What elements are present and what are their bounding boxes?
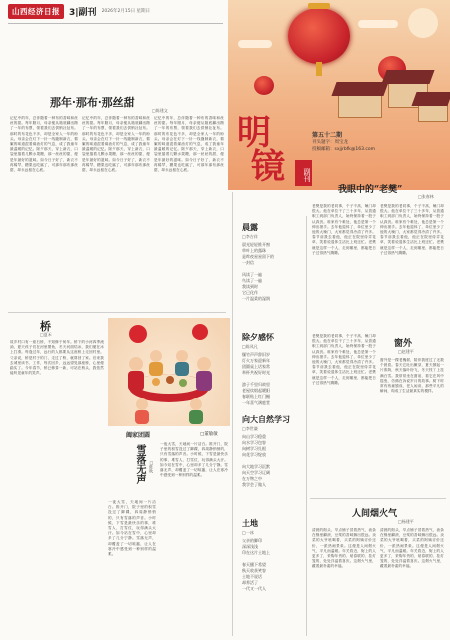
poem-body: 晨光轻轻推开窗 草叶上的露珠 是昨夜星星留下的 一封信 风读了一遍 鸟读了一遍 我读到时 它已化作 一片温柔的湿润 [242, 242, 274, 301]
roof-icon [381, 70, 434, 84]
article-title: 雪落无声 [134, 444, 145, 484]
roof-icon [411, 92, 450, 106]
page-number: 3|副刊 [69, 7, 97, 18]
poem-author: □李吉祥 [242, 234, 258, 239]
article-body: 记忆中的年，总伴随着一种布的香味和丝丝的甜。每年腊月，母亲便从箱底翻出攒了一年的布票，领着我们去供销社扯布。那时的布花色不多，却是全家人一年的盼头。母亲会在灯下一针一线缝制新衣，棉絮的味道混着煤油灯的气息，成了我童年最温暖的记忆。除夕那天，穿上新衣，口袋里揣着几颗水果糖，那一丝丝的甜，便是年最好的滋味。如今日子好了，新衣不再稀罕，糖果也吃腻了，可那年那布那丝甜，却永远留在心底。 [82, 116, 150, 173]
illustration-caption: 阖家团圆 [126, 432, 151, 439]
section-title [237, 113, 285, 187]
lantern-icon [254, 76, 274, 95]
article-body: 故乡村口有一座石桥，不知修于何年。桥下的小河四季流淌，夏天孩子们在河里摸鱼，冬天河面结冰，我们便在冰上打滑。每逢过年，远行的人都要从这座桥上走回村里。父亲说，桥是村子的门，走过了桥，就算回了家。后来我去城里读书、工作，每次回乡，远远望见那座桥，心里便踏实了。今年春节，桥已修葺一新，可站在桥头，我依然能听见童年的笑声。 [10, 340, 104, 376]
cloud-icon [358, 20, 398, 28]
article-body: 清晨的街头，早点铺子冒着热气，油条在锅里翻滚，豆浆的香味飘出很远。卖菜的大爷吆喝着，买菜的阿姨讨价还价，一派热闹景象。这便是人间烟火气，平凡而温暖。年关将近，街上的人更多了，采购年货的、贴春联的、挂灯笼的，处处洋溢着喜庆。这烟火气里，藏着最朴素的幸福。 [312, 528, 376, 569]
email-line: 投稿邮箱：sxjjrbfk@163.com [312, 147, 376, 152]
article-title: 我眼中的“老樊” [338, 185, 403, 195]
article-body: 老樊是我的老同事，个子不高，嗓门却很大。他在单位干了三十多年，从普通职工到部门负责人，始终保持着一股子认真劲。谁家有个难处，他总是第一个伸出援手。去年他退休了，单位里少了他的大嗓门，大家都觉得冷清了许多。春节前我去看他，他正在院里侍弄花草，笑着说退休生活比上班还忙。老樊就是这样一个人，走到哪里，都能把日子过得热气腾腾。 [312, 204, 376, 255]
article-body: 一夜大雪，天地间一片洁白。推开门，院子里的积雪没过了脚踝，四周静悄悄的，只有雪落的声音。小时候，下雪是最快乐的事，堆雪人、打雪仗，玩得满头大汗。如今站在雪中，心里却多了几分宁静。雪落无声，却覆盖了一切喧嚣，让人在寒冷中感受到一种别样的温柔。 [160, 442, 228, 478]
article-body: 记忆中的年，总伴随着一种布的香味和丝丝的甜。每年腊月，母亲便从箱底翻出攒了一年的布票，领着我们去供销社扯布。那时的布花色不多，却是全家人一年的盼头。母亲会在灯下一针一线缝制新衣，棉絮的味道混着煤油灯的气息，成了我童年最温暖的记忆。除夕那天，穿上新衣，口袋里揣着几颗水果糖，那一丝丝的甜，便是年最好的滋味。如今日子好了，新衣不再稀罕，糖果也吃腻了，可那年那布那丝甜，却永远留在心底。 [154, 116, 224, 173]
illustration-credit: □董敏敏 [200, 432, 218, 437]
poem-body: 爆竹声声辞旧岁 灯火万家迎新年 团圆桌上话家常 举杯共祝好时光 游子千里归故里 老屋炊烟起暖阳 春联贴上红门楣 一年喜气满庭堂 [242, 352, 270, 405]
newspaper-logo: 山西经济日报 [8, 4, 64, 19]
article-author: □陈建文 [152, 108, 168, 113]
masthead [0, 0, 230, 22]
article-body: 记忆中的年，总伴随着一种布的香味和丝丝的甜。每年腊月，母亲便从箱底翻出攒了一年的布票，领着我们去供销社扯布。那时的布花色不多，却是全家人一年的盼头。母亲会在灯下一针一线缝制新衣，棉絮的味道混着煤油灯的气息，成了我童年最温暖的记忆。除夕那天，穿上新衣，口袋里揣着几颗水果糖，那一丝丝的甜，便是年最好的滋味。如今日子好了，新衣不再稀罕，糖果也吃腻了，可那年那布那丝甜，却永远留在心底。 [10, 116, 78, 173]
column-divider [232, 192, 233, 636]
article-body: 窗外是一棵老槐树，陪伴我度过了无数个晨昏。春天它吐出嫩芽，夏天撑起一片浓荫，秋天落叶纷飞，冬天枝丫上挂满白雪。我常常坐在窗前，看它在风中摇曳，仿佛在诉说岁月的故事。树下时常有孩童嬉戏、老人闲谈，那些平凡的瞬间，构成了生活最真实的模样。 [380, 358, 444, 394]
poem-body: 父亲的脚印 深深浅浅 印在这片土地上 春天播下希望 秋天收获笑容 土地不说话 却养活了 一代又一代人 [242, 538, 270, 591]
poem-title: 土地 [242, 518, 258, 528]
article-author: □陈秋 [149, 460, 154, 473]
poem-title: 向大自然学习 [242, 414, 290, 424]
poem-author: □一冰 [242, 530, 254, 535]
article-title: 人间烟火气 [352, 509, 398, 519]
divider [310, 498, 446, 499]
poem-title: 除夕感怀 [242, 332, 274, 342]
issue-number: 第五十二期 [312, 132, 343, 139]
moon-icon [408, 8, 438, 38]
section-title-char: 明 [237, 113, 271, 153]
article-author: □张春林 [418, 194, 434, 199]
poem-author: □李世谦 [242, 426, 258, 431]
lantern-icon [288, 8, 350, 64]
issue-date: 2026年2月15日 星期日 [101, 9, 151, 14]
roof-icon [331, 82, 388, 96]
article-body: 老樊是我的老同事，个子不高，嗓门却很大。他在单位干了三十多年，从普通职工到部门负责人，始终保持着一股子认真劲。谁家有个难处，他总是第一个伸出援手。去年他退休了，单位里少了他的大嗓门，大家都觉得冷清了许多。春节前我去看他，他正在院里侍弄花草，笑着说退休生活比上班还忙。老樊就是这样一个人，走到哪里，都能把日子过得热气腾腾。 [312, 334, 376, 385]
article-body: 一夜大雪，天地间一片洁白。推开门，院子里的积雪没过了脚踝，四周静悄悄的，只有雪落的声音。小时候，下雪是最快乐的事，堆雪人、打雪仗，玩得满头大汗。如今站在雪中，心里却多了几分宁静。雪落无声，却覆盖了一切喧嚣，让人在寒冷中感受到一种别样的温柔。 [108, 500, 156, 557]
divider [8, 312, 226, 313]
masthead-rule [8, 23, 223, 24]
article-author: □杨建平 [398, 519, 414, 524]
article-author: □夏禾 [40, 332, 52, 337]
cloud-icon [238, 40, 272, 48]
family-reunion-illustration [108, 318, 230, 426]
editor-line: 刊头题字：周宝龙 [312, 140, 348, 145]
poem-author: □陈凤凡 [242, 344, 258, 349]
article-body: 老樊是我的老同事，个子不高，嗓门却很大。他在单位干了三十多年，从普通职工到部门负责人，始终保持着一股子认真劲。谁家有个难处，他总是第一个伸出援手。去年他退休了，单位里少了他的大嗓门，大家都觉得冷清了许多。春节前我去看他，他正在院里侍弄花草，笑着说退休生活比上班还忙。老樊就是这样一个人，走到哪里，都能把日子过得热气腾腾。 [380, 204, 444, 255]
editor-info [312, 132, 375, 153]
section-title-char: 镜 [251, 147, 285, 187]
article-title: 那年·那布·那丝甜 [50, 96, 135, 109]
family-dinner-icon [108, 318, 230, 426]
article-title: 窗外 [394, 339, 413, 349]
column-divider [306, 216, 307, 636]
article-body: 清晨的街头，早点铺子冒着热气，油条在锅里翻滚，豆浆的香味飘出很远。卖菜的大爷吆喝着，买菜的阿姨讨价还价，一派热闹景象。这便是人间烟火气，平凡而温暖。年关将近，街上的人更多了，采购年货的、贴春联的、挂灯笼的，处处洋溢着喜庆。这烟火气里，藏着最朴素的幸福。 [380, 528, 444, 569]
article-author: □赵建平 [398, 349, 414, 354]
poem-title: 晨露 [242, 222, 258, 232]
article-title: 桥 [40, 320, 51, 333]
poem-body: 向山学习稳重 向水学习包容 向树学习扎根 向花学习绽放 向大地学习沉默 向天空学习辽阔 在万物之中 我学会了做人 [242, 434, 270, 487]
section-label: 副刊 [295, 160, 312, 186]
